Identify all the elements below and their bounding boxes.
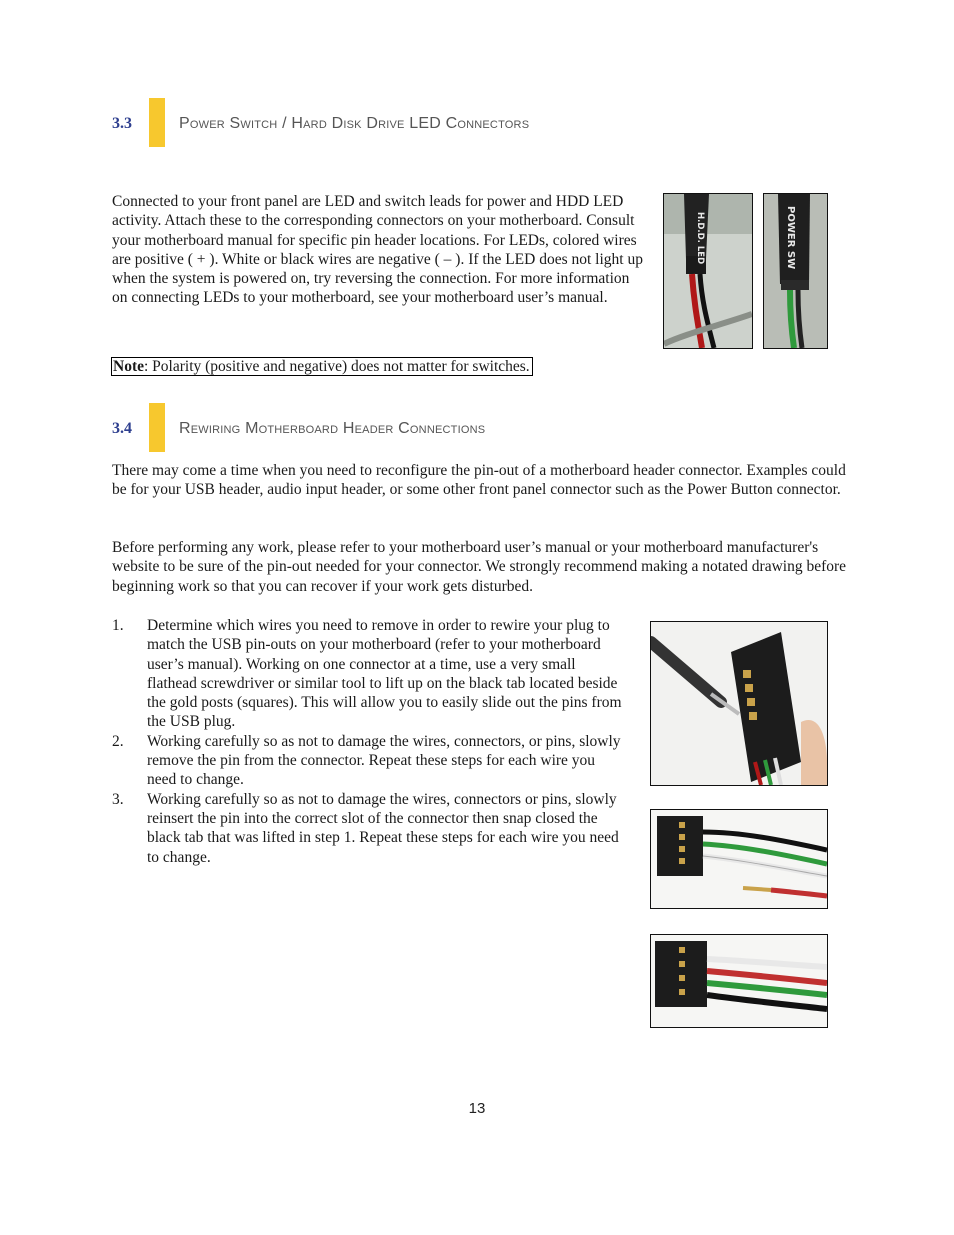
pin-reinserted-photo <box>650 934 828 1028</box>
section-paragraph: There may come a time when you need to reconfigure the pin-out of a motherboard header connector. Examples could be for your USB header, audio input header, or some other front panel connector such as the Power Button connector. <box>112 462 846 499</box>
power-switch-connector-photo <box>763 193 828 349</box>
note-label: Note <box>113 358 144 375</box>
polarity-note <box>111 357 533 376</box>
pin-removed-photo <box>650 809 828 909</box>
section-title: Rewiring Motherboard Header Connections <box>179 420 486 437</box>
power-sw-label: POWER SW <box>785 206 796 270</box>
section-paragraph: Before performing any work, please refer to your motherboard user’s manual or your motherboard manufacturer's website to be sure of the pin-out needed for your connector. We strongly recommend making a notated drawing before beginning work so that you can recover if your work gets disturbed. <box>112 539 847 595</box>
note-text: : Polarity (positive and negative) does not matter for switches. <box>144 358 530 375</box>
step-text: Working carefully so as not to damage the wires, connectors, or pins, slowly remove the pin from the connector. Repeat these steps for each wire you need to change. <box>147 732 621 789</box>
section-number: 3.3 <box>112 115 132 132</box>
list-item <box>112 732 622 790</box>
step-number: 3. <box>112 790 124 808</box>
hdd-led-label: H.D.D. LED <box>695 212 705 265</box>
step-number: 1. <box>112 617 124 634</box>
page-number: 13 <box>468 1100 486 1117</box>
usb-plug-tab-photo <box>650 621 828 786</box>
section-number: 3.4 <box>112 420 132 437</box>
section-paragraph: Connected to your front panel are LED and switch leads for power and HDD LED activity. Attach these to the corresponding connectors on your motherboard. Consult your motherboard manual for specific pin header locations. For LEDs, colored wires are positive ( + ). White or black wires are negative ( – ). If the LED does not light up when the system is powered on, try reversing the connection. For more information on connecting LEDs to your motherboard, see your motherboard user’s manual. <box>112 193 643 307</box>
step-text: Working carefully so as not to damage the wires, connectors or pins, slowly reinsert the pin into the correct slot of the connector then snap closed the black tab that was lifted in step 1. Repeat these steps for each wire you need to change. <box>147 790 619 866</box>
steps-list <box>112 616 622 867</box>
list-item <box>112 790 622 867</box>
step-number: 2. <box>112 732 124 750</box>
list-item <box>112 616 622 732</box>
section-accent-bar <box>149 98 165 147</box>
hdd-led-connector-photo <box>663 193 753 349</box>
section-title: Power Switch / Hard Disk Drive LED Connectors <box>179 115 530 132</box>
section-accent-bar <box>149 403 165 452</box>
step-text: Determine which wires you need to remove in order to rewire your plug to match the USB pin-outs on your motherboard (refer to your motherboard user’s manual). Working on one connector at a time, use a very small flathead screwdriver or similar tool to lift up on the black tab located beside the gold posts (squares). This will allow you to easily slide out the pins from the USB plug. <box>147 617 622 731</box>
